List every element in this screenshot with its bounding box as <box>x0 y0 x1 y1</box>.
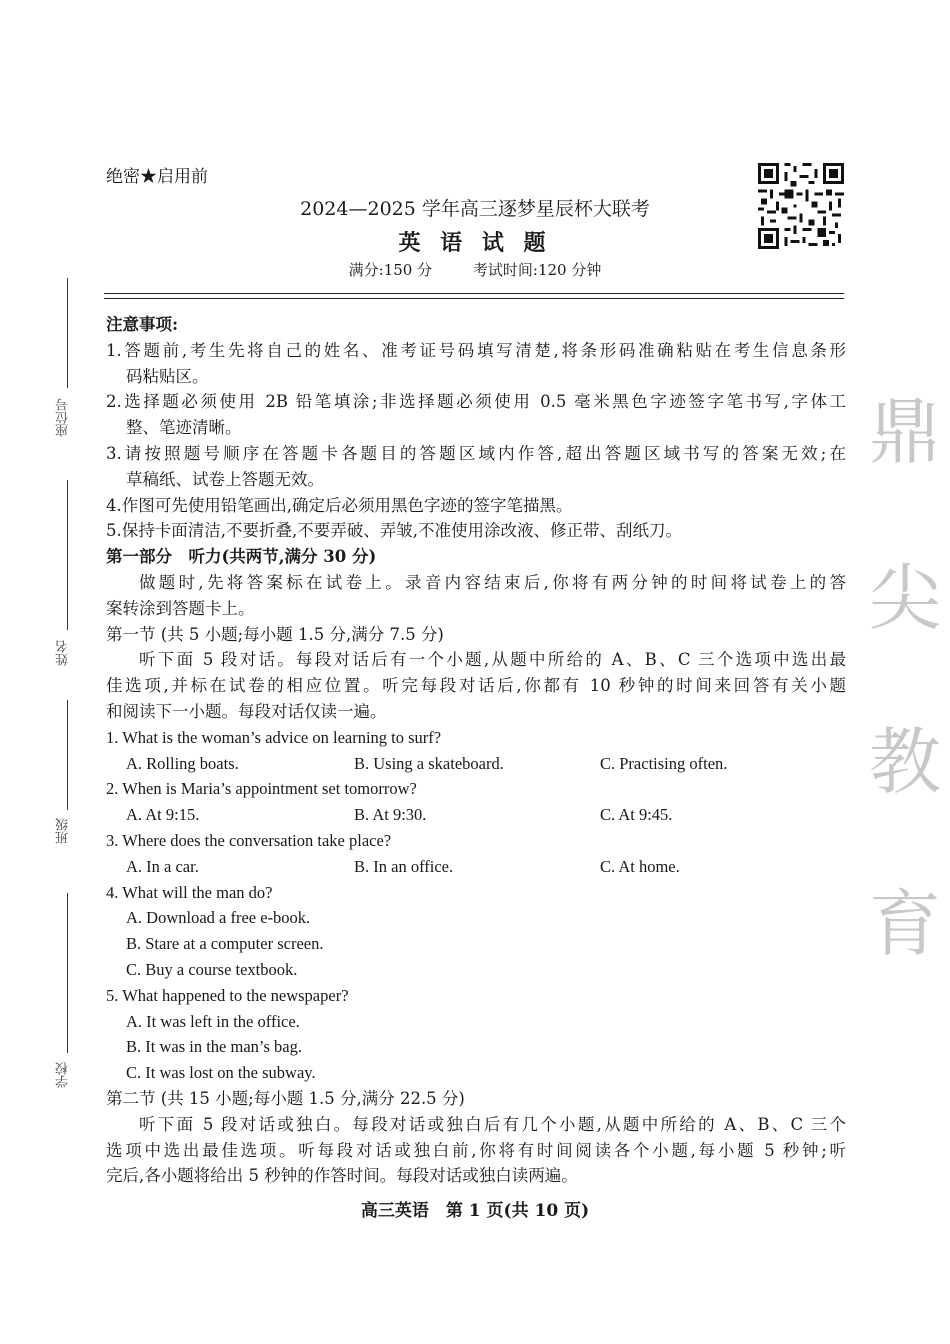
exam-meta <box>0 259 950 280</box>
binding-line <box>67 700 68 810</box>
exam-series-title: 2024—2025 学年高三逐梦星辰杯大联考 <box>300 198 650 220</box>
confidential-label: 绝密★启用前 <box>106 167 208 187</box>
option-a: A. In a car. <box>126 856 199 876</box>
note-item: 整、笔迹清晰。 <box>126 418 242 438</box>
question-stem: 5. What happened to the newspaper? <box>106 985 349 1005</box>
watermark-char: 鼎 <box>868 390 941 474</box>
section2-intro: 选项中选出最佳选项。听每段对话或独白前,你将有时间阅读各个小题,每小题 5 秒钟;听 <box>106 1140 846 1160</box>
watermark-char: 育 <box>868 882 941 966</box>
side-label-school: 学校 <box>56 1062 71 1088</box>
full-score: 满分:150 分 <box>348 261 433 279</box>
option-b: B. At 9:30. <box>354 805 427 825</box>
section1-intro: 佳选项,并标在试卷的相应位置。听完每段对话后,你都有 10 秒钟的时间来回答有关小题 <box>106 676 846 696</box>
question-stem: 4. What will the man do? <box>106 882 273 902</box>
question-options <box>106 802 846 828</box>
binding-line <box>67 278 68 388</box>
section1-intro: 和阅读下一小题。每段对话仅读一遍。 <box>106 701 387 721</box>
header-rule-thin <box>104 298 844 299</box>
exam-subject-title: 英 语 试 题 <box>398 230 552 256</box>
option-a: A. Download a free e-book. <box>126 908 311 928</box>
option-b: B. It was in the man’s bag. <box>126 1037 302 1057</box>
section1-title: 第一节 (共 5 小题;每小题 1.5 分,满分 7.5 分) <box>106 624 444 644</box>
note-item: 2.选择题必须使用 2B 铅笔填涂;非选择题必须使用 0.5 毫米黑色字迹签字笔书写,字体工 <box>106 392 846 412</box>
question-options <box>106 751 846 777</box>
part1-intro: 做题时,先将答案标在试卷上。录音内容结束后,你将有两分钟的时间将试卷上的答 <box>139 572 846 592</box>
side-label-seat: 座位号 <box>56 398 71 437</box>
note-item: 5.保持卡面清洁,不要折叠,不要弄破、弄皱,不准使用涂改液、修正带、刮纸刀。 <box>106 521 682 541</box>
exam-content <box>106 312 846 1189</box>
watermark-char: 尖 <box>868 556 941 640</box>
binding-line <box>67 893 68 1053</box>
page-footer: 高三英语 第 1 页(共 10 页) <box>360 1201 590 1221</box>
question-options <box>106 854 846 880</box>
part1-intro: 案转涂到答题卡上。 <box>106 598 255 618</box>
note-item: 草稿纸、试卷上答题无效。 <box>126 469 324 489</box>
option-c: C. Buy a course textbook. <box>126 959 298 979</box>
part1-title: 第一部分 听力(共两节,满分 30 分) <box>106 547 377 567</box>
note-item: 1.答题前,考生先将自己的姓名、准考证号码填写清楚,将条形码准确粘贴在考生信息条形 <box>106 340 846 360</box>
option-b: B. In an office. <box>354 856 454 876</box>
watermark-char: 教 <box>868 720 941 804</box>
option-b: B. Using a skateboard. <box>354 753 504 773</box>
option-a: A. At 9:15. <box>126 805 200 825</box>
option-c: C. It was lost on the subway. <box>126 1063 316 1083</box>
side-label-name: 姓名 <box>56 640 71 666</box>
section2-intro: 听下面 5 段对话或独白。每段对话或独白后有几个小题,从题中所给的 A、B、C 三个 <box>139 1114 846 1134</box>
option-a: A. It was left in the office. <box>126 1011 300 1031</box>
binding-line <box>67 480 68 630</box>
question-stem: 1. What is the woman’s advice on learning to surf? <box>106 727 442 747</box>
side-label-class: 班级 <box>56 818 71 844</box>
header-rule-thick <box>104 293 844 294</box>
option-c: C. At 9:45. <box>600 805 673 825</box>
section2-intro: 完后,各小题将给出 5 秒钟的作答时间。每段对话或独白读两遍。 <box>106 1166 578 1186</box>
question-stem: 2. When is Maria’s appointment set tomorrow? <box>106 779 417 799</box>
option-c: C. At home. <box>600 856 680 876</box>
note-item: 码粘贴区。 <box>126 366 209 386</box>
exam-time: 考试时间:120 分钟 <box>472 261 602 279</box>
question-stem: 3. Where does the conversation take place? <box>106 830 392 850</box>
note-item: 4.作图可先使用铅笔画出,确定后必须用黑色字迹的签字笔描黑。 <box>106 495 573 515</box>
qr-code-icon <box>758 163 844 249</box>
option-c: C. Practising often. <box>600 753 728 773</box>
notes-heading: 注意事项: <box>106 315 179 334</box>
section2-title: 第二节 (共 15 小题;每小题 1.5 分,满分 22.5 分) <box>106 1088 465 1108</box>
section1-intro: 听下面 5 段对话。每段对话后有一个小题,从题中所给的 A、B、C 三个选项中选出最 <box>139 650 846 670</box>
option-a: A. Rolling boats. <box>126 753 239 773</box>
note-item: 3.请按照题号顺序在答题卡各题目的答题区域内作答,超出答题区域书写的答案无效;在 <box>106 443 846 463</box>
option-b: B. Stare at a computer screen. <box>126 934 324 954</box>
